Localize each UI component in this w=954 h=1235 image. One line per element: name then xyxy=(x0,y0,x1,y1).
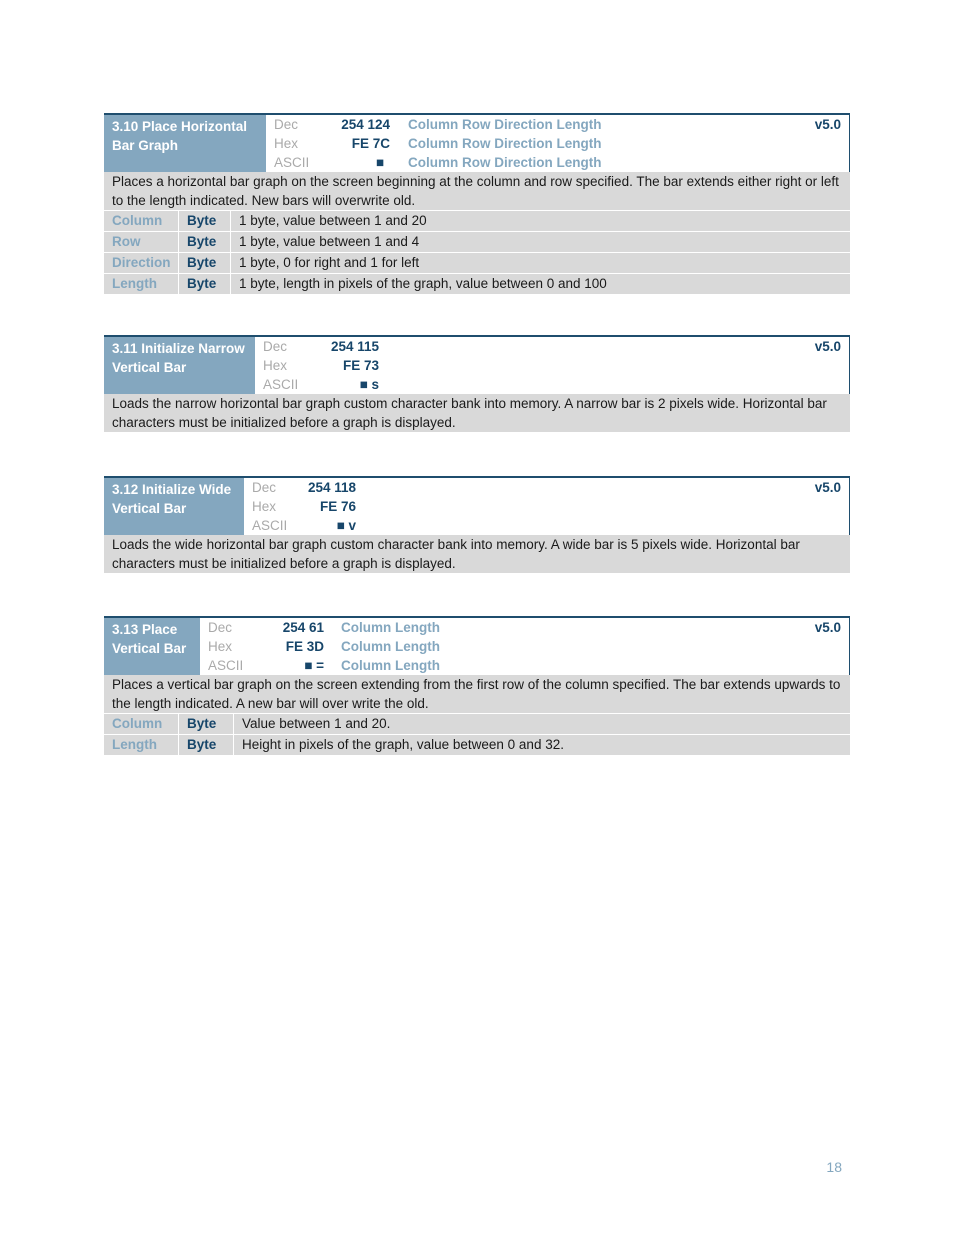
dec-row xyxy=(244,478,849,497)
command-codes xyxy=(266,115,849,172)
command-header xyxy=(104,335,850,394)
param-type: Byte xyxy=(179,211,231,231)
command-header xyxy=(104,113,850,172)
dec-params: Column Length xyxy=(341,620,440,635)
hex-row xyxy=(244,497,849,516)
command-header xyxy=(104,616,850,675)
ascii-label: ASCII xyxy=(252,518,288,533)
dec-row xyxy=(266,115,849,134)
ascii-value: ■ xyxy=(375,155,384,170)
hex-label: Hex xyxy=(274,136,299,151)
command-title-text: 3.12 Initialize Wide Vertical Bar xyxy=(112,482,232,516)
hex-row xyxy=(255,356,849,375)
param-type: Byte xyxy=(179,253,231,273)
ascii-value: ■ v xyxy=(336,518,356,533)
param-desc: Value between 1 and 20. xyxy=(242,716,391,731)
command-title-text: 3.10 Place Horizontal Bar Graph xyxy=(112,119,248,153)
param-type: Byte xyxy=(179,274,231,294)
param-row xyxy=(104,714,850,735)
param-desc: 1 byte, 0 for right and 1 for left xyxy=(239,255,420,270)
dec-label: Dec xyxy=(252,480,277,495)
hex-label: Hex xyxy=(252,499,277,514)
param-row xyxy=(104,211,850,232)
command-title xyxy=(104,618,200,675)
command-title-text: 3.13 Place Vertical Bar xyxy=(112,622,187,656)
ascii-row xyxy=(255,375,849,394)
hex-value: FE 3D xyxy=(285,639,324,654)
param-desc: 1 byte, value between 1 and 20 xyxy=(239,213,427,228)
dec-value: 254 118 xyxy=(307,480,356,495)
param-row xyxy=(104,735,850,756)
hex-row xyxy=(200,637,849,656)
version-badge: v5.0 xyxy=(814,117,841,132)
param-name: Length xyxy=(104,274,179,294)
hex-params: Column Length xyxy=(341,639,440,654)
param-desc: 1 byte, value between 1 and 4 xyxy=(239,234,420,249)
command-3-11 xyxy=(104,335,850,433)
command-3-13 xyxy=(104,616,850,756)
ascii-row xyxy=(266,153,849,172)
page-number: 18 xyxy=(826,1159,842,1175)
param-name: Direction xyxy=(104,253,179,273)
dec-value: 254 61 xyxy=(282,620,324,635)
command-description: Loads the narrow horizontal bar graph custom character bank into memory. A narrow bar is 2 pixels wide. Horizontal bar characters must be initialized before a graph is displayed. xyxy=(104,394,850,433)
dec-value: 254 115 xyxy=(330,339,379,354)
param-desc: Height in pixels of the graph, value between 0 and 32. xyxy=(242,737,564,752)
hex-value: FE 73 xyxy=(342,358,379,373)
ascii-params: Column Length xyxy=(341,658,440,673)
ascii-value: ■ s xyxy=(359,377,379,392)
command-codes xyxy=(255,337,849,394)
command-codes xyxy=(244,478,849,535)
command-header xyxy=(104,476,850,535)
command-description: Places a vertical bar graph on the screen extending from the first row of the column specified. The bar extends upwards to the length indicated. A new bar will over write the old. xyxy=(104,675,850,714)
ascii-label: ASCII xyxy=(263,377,299,392)
dec-label: Dec xyxy=(274,117,299,132)
param-row xyxy=(104,232,850,253)
param-type: Byte xyxy=(179,232,231,252)
ascii-row xyxy=(200,656,849,675)
ascii-label: ASCII xyxy=(274,155,310,170)
hex-value: FE 7C xyxy=(351,136,390,151)
param-name: Row xyxy=(104,232,179,252)
command-title xyxy=(104,478,244,535)
command-description: Loads the wide horizontal bar graph custom character bank into memory. A wide bar is 5 pixels wide. Horizontal bar characters must be initialized before a graph is displayed. xyxy=(104,535,850,574)
command-title xyxy=(104,337,255,394)
param-row xyxy=(104,274,850,295)
ascii-row xyxy=(244,516,849,535)
param-name: Column xyxy=(104,714,179,734)
command-title xyxy=(104,115,266,172)
version-badge: v5.0 xyxy=(814,620,841,635)
hex-label: Hex xyxy=(263,358,288,373)
dec-label: Dec xyxy=(208,620,233,635)
ascii-value: ■ = xyxy=(304,658,324,673)
dec-params: Column Row Direction Length xyxy=(408,117,602,132)
hex-label: Hex xyxy=(208,639,233,654)
dec-row xyxy=(255,337,849,356)
version-badge: v5.0 xyxy=(814,339,841,354)
param-row xyxy=(104,253,850,274)
command-3-12 xyxy=(104,476,850,574)
hex-params: Column Row Direction Length xyxy=(408,136,602,151)
param-name: Column xyxy=(104,211,179,231)
dec-label: Dec xyxy=(263,339,288,354)
param-desc: 1 byte, length in pixels of the graph, value between 0 and 100 xyxy=(239,276,607,291)
command-3-10 xyxy=(104,113,850,295)
version-badge: v5.0 xyxy=(814,480,841,495)
command-title-text: 3.11 Initialize Narrow Vertical Bar xyxy=(112,341,245,375)
hex-row xyxy=(266,134,849,153)
hex-value: FE 76 xyxy=(319,499,356,514)
dec-row xyxy=(200,618,849,637)
command-description: Places a horizontal bar graph on the screen beginning at the column and row specified. The bar extends either right or left to the length indicated. New bars will overwrite old. xyxy=(104,172,850,211)
command-codes xyxy=(200,618,849,675)
ascii-params: Column Row Direction Length xyxy=(408,155,602,170)
param-type: Byte xyxy=(179,735,234,755)
dec-value: 254 124 xyxy=(341,117,390,132)
param-type: Byte xyxy=(179,714,234,734)
param-name: Length xyxy=(104,735,179,755)
ascii-label: ASCII xyxy=(208,658,244,673)
